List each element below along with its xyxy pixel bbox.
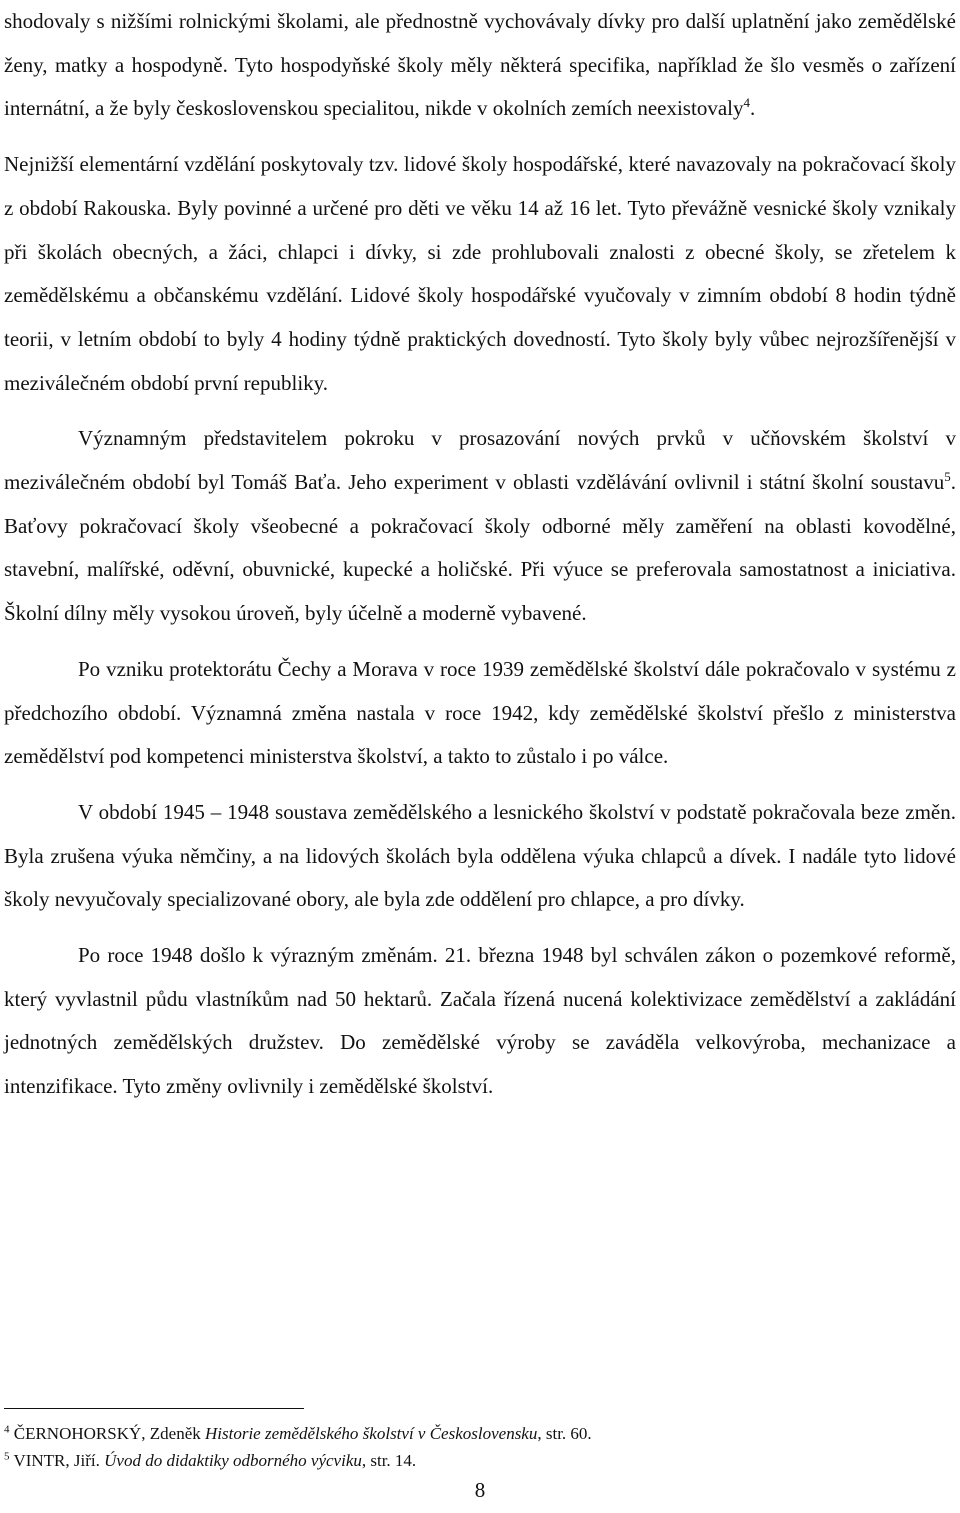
paragraph-1-text: shodovaly s nižšími rolnickými školami, ale přednostně vychovávaly dívky pro další uplatnění jako zemědělské ženy, matky a hospodyně. Tyto hospodyňské školy měly některá specifika, například že šlo vesměs o zařízení internátní, a že byly československou specialitou, nikde v okolních zemích neexistovaly xyxy=(4,9,956,121)
footnote-5-rest: , str. 14. xyxy=(361,1451,417,1470)
document-body xyxy=(4,0,956,1109)
paragraph-5 xyxy=(4,791,956,922)
page-number: 8 xyxy=(474,1478,486,1502)
paragraph-4-text: Po vzniku protektorátu Čechy a Morava v roce 1939 zemědělské školství dále pokračovalo v systému z předchozího období. Významná změna nastala v roce 1942, kdy zemědělské školství přešlo z ministerstva zemědělství pod kompetenci ministerstva školství, a takto to zůstalo i po válce. xyxy=(4,656,956,769)
paragraph-1 xyxy=(4,0,956,131)
footnote-ref-4: 4 xyxy=(743,95,750,111)
paragraph-2 xyxy=(4,143,956,405)
footnote-5-title: Úvod do didaktiky odborného výcviku xyxy=(104,1451,362,1470)
footnote-4 xyxy=(4,1420,944,1447)
footnote-4-number: 4 xyxy=(4,1423,10,1436)
footnote-ref-5: 5 xyxy=(944,469,951,485)
paragraph-1-end: . xyxy=(749,96,756,121)
footnote-4-author: ČERNOHORSKÝ, Zdeněk xyxy=(13,1424,201,1443)
footnote-4-rest: , str. 60. xyxy=(537,1424,592,1443)
footnote-5 xyxy=(4,1447,944,1474)
paragraph-5-text: V období 1945 – 1948 soustava zemědělského a lesnického školství v podstatě pokračovala beze změn. Byla zrušena výuka němčiny, a na lidových školách byla oddělena výuka chlapců a dívek. I nadále tyto lidové školy nevyučovaly specializované obory, ale byla zde oddělení pro chlapce, a pro dívky. xyxy=(4,799,956,912)
paragraph-3 xyxy=(4,417,956,636)
paragraph-6-text: Po roce 1948 došlo k výrazným změnám. 21. března 1948 byl schválen zákon o pozemkové reformě, který vyvlastnil půdu vlastníkům nad 50 hektarů. Začala řízená nucená kolektivizace zemědělství a zakládání jednotných zemědělských družstev. Do zemědělské výroby se zaváděla velkovýroba, mechanizace a intenzifikace. Tyto změny ovlivnily i zemědělské školství. xyxy=(4,943,956,1099)
footnote-5-number: 5 xyxy=(4,1450,10,1463)
paragraph-3-text: Významným představitelem pokroku v prosazování nových prvků v učňovském školství v meziválečném období byl Tomáš Baťa. Jeho experiment v oblasti vzdělávání ovlivnil i státní školní soustavu xyxy=(4,426,956,495)
paragraph-3-end: . Baťovy pokračovací školy všeobecné a pokračovací školy odborné měly zaměření na oblasti kovodělné, stavební, malířské, oděvní, obuvnické, kupecké a holičské. Při výuce se preferovala samostatnost a iniciativa. Školní dílny měly vysokou úroveň, byly účelně a moderně vybavené. xyxy=(4,470,956,626)
footnote-4-title: Historie zemědělského školství v Československu xyxy=(205,1424,538,1443)
paragraph-6 xyxy=(4,934,956,1109)
footnote-5-author: VINTR, Jiří. xyxy=(13,1451,100,1470)
footnote-separator xyxy=(4,1408,304,1409)
paragraph-2-text: Nejnižší elementární vzdělání poskytovaly tzv. lidové školy hospodářské, které navazovaly na pokračovací školy z období Rakouska. Byly povinné a určené pro děti ve věku 14 až 16 let. Tyto převážně vesnické školy vznikaly při školách obecných, a žáci, chlapci i dívky, si zde prohlubovali znalosti z obecné školy, se zřetelem k zemědělskému a občanskému vzdělání. Lidové školy hospodářské vyučovaly v zimním období 8 hodin týdně teorii, v letním období to byly 4 hodiny týdně praktických dovedností. Tyto školy byly vůbec nejrozšířenější v meziválečném období první republiky. xyxy=(4,152,956,395)
paragraph-4 xyxy=(4,648,956,779)
footnotes xyxy=(4,1420,944,1474)
